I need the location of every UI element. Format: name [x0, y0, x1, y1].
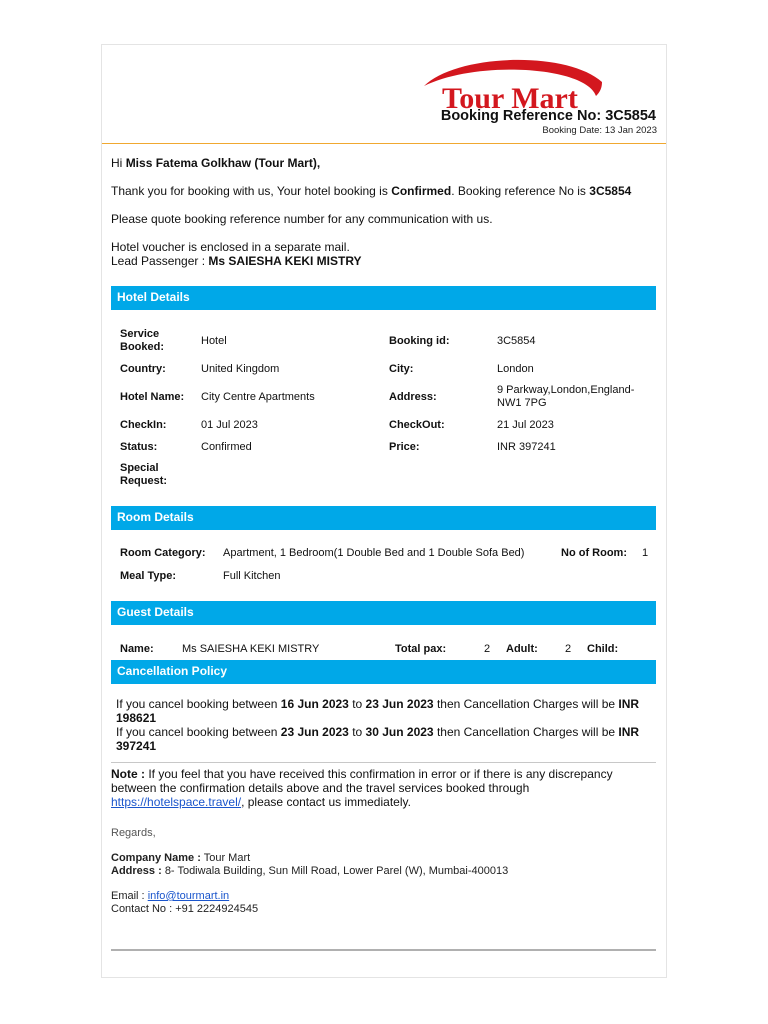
checkin-value: 01 Jul 2023: [201, 419, 258, 431]
checkout-label: CheckOut:: [389, 419, 445, 431]
status-label: Status:: [120, 441, 158, 453]
meal-type-value: Full Kitchen: [223, 570, 281, 582]
no-of-room-value: 1: [642, 547, 649, 559]
total-pax-value: 2: [484, 643, 491, 655]
confirmation-line: Thank you for booking with us, Your hotel booking is Confirmed. Booking reference No is 3C5854: [111, 184, 632, 198]
room-category-label: Room Category:: [120, 547, 206, 559]
adult-value: 2: [565, 643, 572, 655]
meal-type-label: Meal Type:: [120, 570, 177, 582]
booking-date: Booking Date: 13 Jan 2023: [542, 125, 657, 136]
address-label: Address:: [389, 391, 437, 403]
service-booked-value: Hotel: [201, 335, 227, 347]
guest-details-header: Guest Details: [111, 601, 656, 625]
booking-id-value: 3C5854: [497, 335, 536, 347]
regards: Regards,: [111, 827, 156, 839]
room-category-value: Apartment, 1 Bedroom(1 Double Bed and 1 Double Sofa Bed): [223, 547, 525, 559]
cancellation-rule-1: If you cancel booking between 16 Jun 2023 to 23 Jun 2023 then Cancellation Charges will be INR 198621: [116, 697, 640, 725]
svg-text:Tour Mart: Tour Mart: [442, 82, 578, 114]
status-value: Confirmed: [201, 441, 252, 453]
country-label: Country:: [120, 363, 166, 375]
country-value: United Kingdom: [201, 363, 280, 375]
cancellation-divider: [111, 762, 656, 763]
city-value: London: [497, 363, 534, 375]
company-line: Company Name : Tour Mart: [111, 852, 251, 864]
city-label: City:: [389, 363, 414, 375]
contact-line: Contact No : +91 2224924545: [111, 903, 259, 915]
address-value: 9 Parkway,London,England- NW1 7PG: [497, 384, 635, 409]
adult-label: Adult:: [506, 643, 538, 655]
total-pax-label: Total pax:: [395, 643, 447, 655]
lead-passenger-line: Lead Passenger : Ms SAIESHA KEKI MISTRY: [111, 254, 362, 268]
hotel-name-value: City Centre Apartments: [201, 391, 315, 403]
quote-reference-line: Please quote booking reference number for any communication with us.: [111, 212, 493, 226]
checkin-label: CheckIn:: [120, 419, 167, 431]
price-label: Price:: [389, 441, 420, 453]
child-label: Child:: [587, 643, 619, 655]
hotelspace-link[interactable]: https://hotelspace.travel/: [111, 795, 242, 809]
checkout-value: 21 Jul 2023: [497, 419, 554, 431]
price-value: INR 397241: [497, 441, 556, 453]
voucher-line: Hotel voucher is enclosed in a separate mail.: [111, 240, 350, 254]
email-line: Email : info@tourmart.in: [111, 890, 230, 902]
service-booked-label: Service Booked:: [120, 328, 164, 353]
guest-name-value: Ms SAIESHA KEKI MISTRY: [182, 643, 320, 655]
special-request-label: Special Request:: [120, 462, 168, 487]
email-link[interactable]: info@tourmart.in: [147, 890, 230, 902]
room-details-header: Room Details: [111, 506, 656, 530]
tour-mart-logo: [416, 52, 612, 114]
header-divider: [102, 143, 666, 144]
no-of-room-label: No of Room:: [561, 547, 627, 559]
footer-divider: [111, 949, 656, 951]
hotel-details-header: Hotel Details: [111, 286, 656, 310]
note-paragraph: Note : If you feel that you have received this confirmation in error or if there is any discrepancy between the confirmation details above and the travel services booked through https://hotelspace.travel/, please contact us immediately.: [111, 767, 613, 809]
cancellation-policy-header: Cancellation Policy: [111, 660, 656, 684]
guest-name-label: Name:: [120, 643, 154, 655]
hotel-name-label: Hotel Name:: [120, 391, 185, 403]
greeting: Hi Miss Fatema Golkhaw (Tour Mart),: [111, 156, 321, 170]
address-line: Address : 8- Todiwala Building, Sun Mill Road, Lower Parel (W), Mumbai-400013: [111, 865, 509, 877]
cancellation-rule-2: If you cancel booking between 23 Jun 2023 to 30 Jun 2023 then Cancellation Charges will be INR 397241: [116, 725, 640, 753]
booking-id-label: Booking id:: [389, 335, 450, 347]
booking-reference-title: Booking Reference No: 3C5854: [440, 108, 656, 124]
